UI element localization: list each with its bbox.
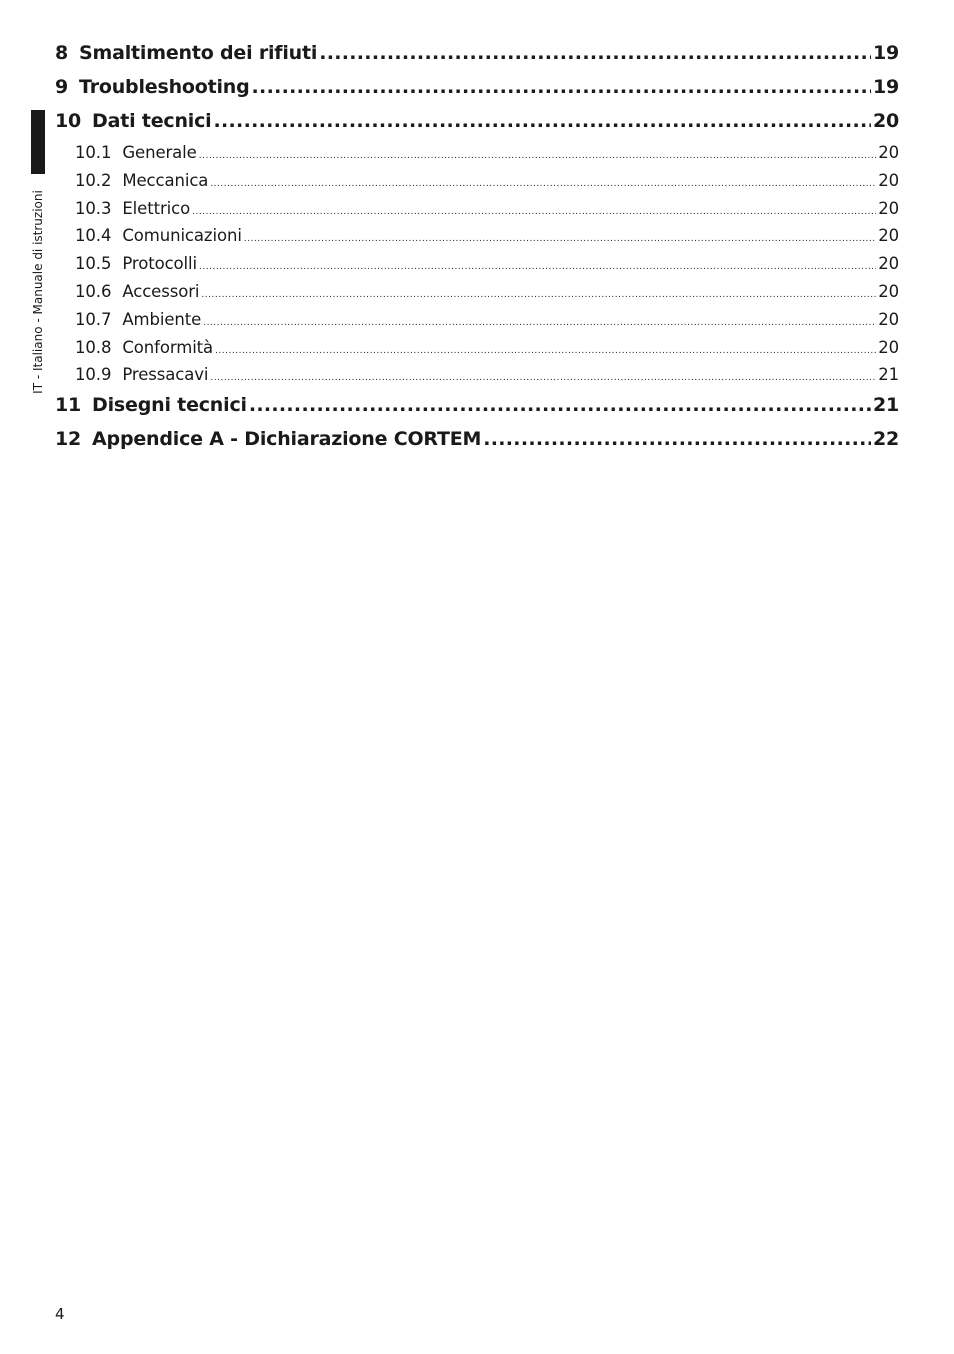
toc-entry-number: 8	[55, 42, 69, 64]
toc-leader-dots	[210, 373, 876, 383]
toc-leader-dots	[252, 76, 871, 98]
toc-entry-number: 10.3	[75, 199, 112, 218]
toc-entry-page: 20	[878, 282, 899, 301]
toc-entry-title: Dati tecnici	[92, 110, 212, 132]
toc-leader-dots	[244, 234, 876, 244]
toc-entry-number: 10.8	[75, 338, 112, 357]
toc-entry-title: Generale	[122, 143, 197, 162]
toc-entry-title: Pressacavi	[122, 365, 209, 384]
toc-leader-dots	[249, 394, 871, 416]
toc-entry-12[interactable]	[55, 428, 899, 450]
toc-leader-dots	[483, 428, 871, 450]
toc-entry-page: 20	[878, 171, 899, 190]
toc-leader-dots	[201, 290, 876, 300]
toc-entry-page: 20	[878, 226, 899, 245]
toc-entry-page: 19	[872, 76, 899, 98]
toc-leader-dots	[192, 207, 876, 217]
toc-entry-title: Troubleshooting	[79, 76, 250, 98]
toc-entry-page: 22	[872, 428, 899, 450]
page-number: 4	[55, 1305, 65, 1323]
toc-leader-dots	[210, 179, 876, 189]
sidebar-language-label: IT - Italiano - Manuale di istruzioni	[31, 190, 45, 394]
toc-entry-10-4[interactable]	[55, 226, 899, 245]
toc-entry-title: Protocolli	[122, 254, 198, 273]
toc-entry-number: 12	[55, 428, 82, 450]
toc-entry-10-6[interactable]	[55, 282, 899, 301]
toc-entry-number: 10.2	[75, 171, 112, 190]
toc-entry-page: 20	[878, 310, 899, 329]
toc-entry-11[interactable]	[55, 394, 899, 416]
toc-entry-page: 20	[878, 199, 899, 218]
toc-entry-page: 21	[878, 365, 899, 384]
toc-entry-page: 20	[872, 110, 899, 132]
toc-leader-dots	[203, 318, 876, 328]
toc-leader-dots	[199, 151, 876, 161]
toc-entry-number: 10.1	[75, 143, 112, 162]
toc-entry-10-5[interactable]	[55, 254, 899, 273]
toc-entry-page: 20	[878, 338, 899, 357]
toc-entry-title: Comunicazioni	[122, 226, 242, 245]
toc-entry-10-1[interactable]	[55, 143, 899, 162]
toc-leader-dots	[215, 346, 876, 356]
toc-entry-8[interactable]	[55, 42, 899, 64]
toc-entry-10-7[interactable]	[55, 310, 899, 329]
toc-entry-number: 10.5	[75, 254, 112, 273]
toc-entry-title: Disegni tecnici	[92, 394, 247, 416]
toc-entry-page: 19	[872, 42, 899, 64]
toc-entry-page: 20	[878, 254, 899, 273]
toc-entry-10[interactable]	[55, 110, 899, 132]
toc-entry-number: 10.6	[75, 282, 112, 301]
toc-entry-number: 11	[55, 394, 82, 416]
toc-entry-page: 21	[872, 394, 899, 416]
toc-entry-number: 10	[55, 110, 82, 132]
toc-entry-title: Appendice A - Dichiarazione CORTEM	[92, 428, 482, 450]
toc-entry-title: Accessori	[122, 282, 200, 301]
toc-entry-title: Elettrico	[122, 199, 191, 218]
section-marker-bar	[31, 110, 45, 174]
toc-entry-number: 10.7	[75, 310, 112, 329]
toc-entry-10-3[interactable]	[55, 199, 899, 218]
toc-entry-title: Ambiente	[122, 310, 202, 329]
toc-entry-10-2[interactable]	[55, 171, 899, 190]
toc-leader-dots	[214, 110, 871, 132]
toc-leader-dots	[199, 262, 876, 272]
toc-entry-10-8[interactable]	[55, 338, 899, 357]
toc-entry-title: Smaltimento dei rifiuti	[79, 42, 318, 64]
toc-entry-10-9[interactable]	[55, 365, 899, 384]
toc-entry-page: 20	[878, 143, 899, 162]
toc-entry-number: 10.4	[75, 226, 112, 245]
toc-entry-number: 10.9	[75, 365, 112, 384]
toc-entry-number: 9	[55, 76, 69, 98]
toc-leader-dots	[319, 42, 871, 64]
toc-entry-title: Meccanica	[122, 171, 209, 190]
toc-entry-9[interactable]	[55, 76, 899, 98]
toc-entry-title: Conformità	[122, 338, 214, 357]
